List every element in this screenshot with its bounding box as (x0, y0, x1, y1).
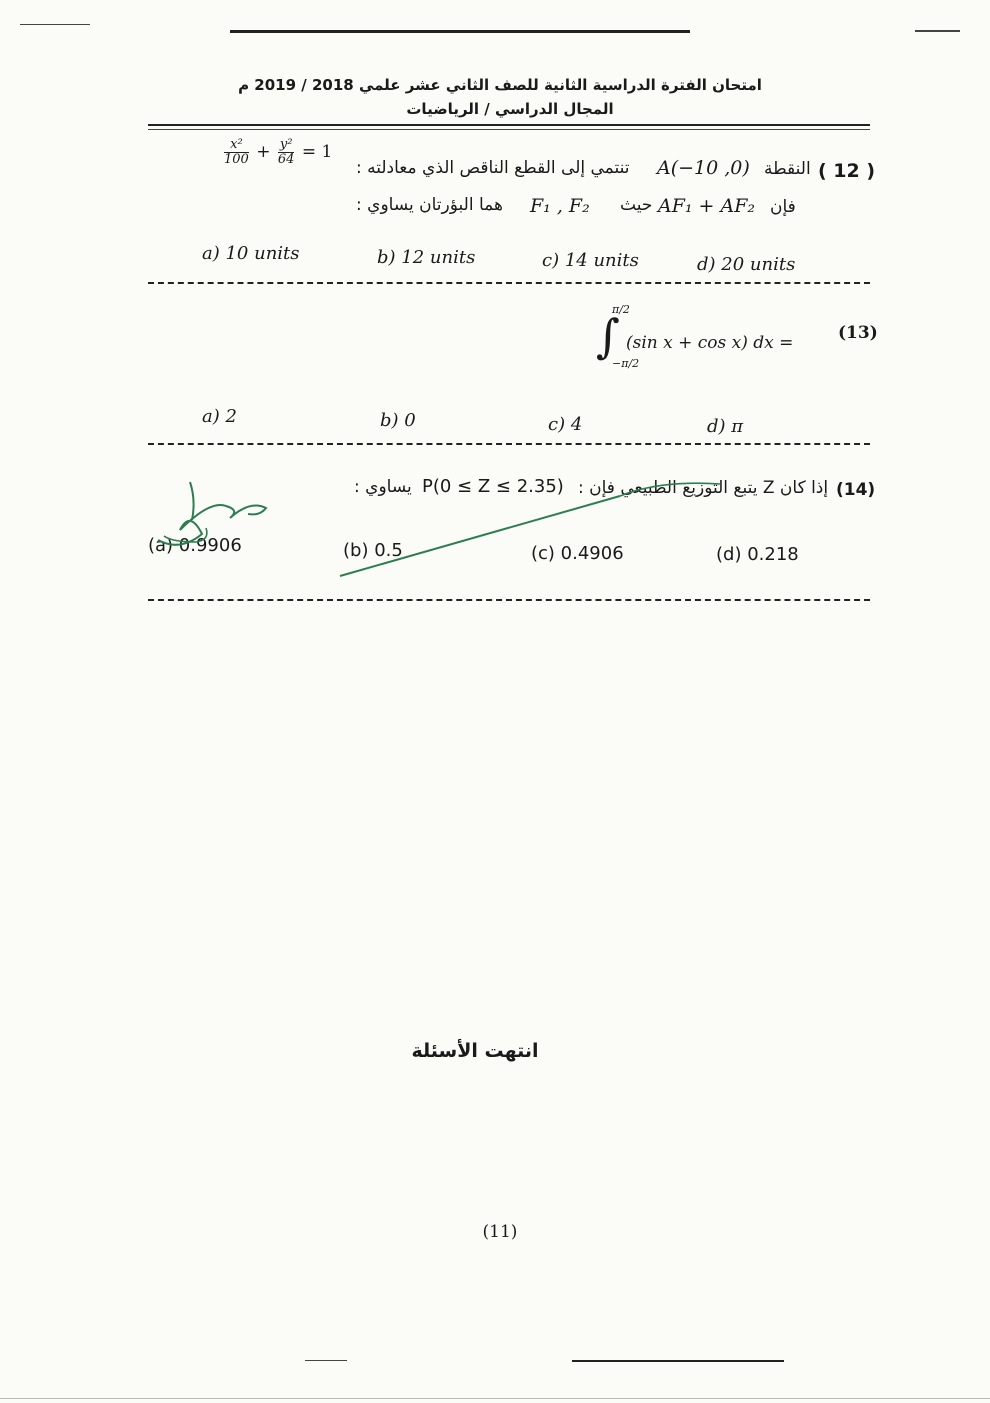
divider-q14 (148, 599, 870, 601)
exam-title: امتحان الفترة الدراسية الثانية للصف الثاني عشر علمي 2018 / 2019 م (238, 76, 762, 94)
page-number: (11) (482, 1222, 518, 1242)
divider-q12 (148, 282, 870, 284)
q13-option-d: d) π (707, 416, 744, 437)
q12-text-point: النقطة (764, 159, 811, 179)
top-rule-right (915, 30, 960, 32)
q12-option-b: b) 12 units (377, 247, 476, 268)
q12-number: ( 12 ) (818, 160, 876, 182)
q13-number: (13) (838, 323, 878, 343)
bottom-rule-right (572, 1360, 784, 1362)
q14-text: إذا كان Z يتبع التوزيع الطبيعي فإن : (578, 478, 829, 498)
q14-option-c: (c) 0.4906 (531, 543, 624, 564)
q12-text-1: تنتمي إلى القطع الناقص الذي معادلته : (356, 158, 630, 178)
q12-text-mid: حيث (620, 195, 653, 215)
q14-option-d: (d) 0.218 (716, 544, 799, 565)
top-rule-center (230, 30, 690, 33)
bottom-rule-left (305, 1360, 347, 1361)
q14-option-a: (a) 0.9906 (148, 535, 242, 556)
handwritten-annotation (140, 470, 780, 590)
q12-equation: $\frac{\text{x²}}{100}$ + $\frac{\text{y²}}{64}$ = 1 (224, 137, 333, 167)
integral-upper-limit: π/2 (612, 303, 630, 316)
bottom-edge-rule (0, 1398, 990, 1399)
header-divider-2 (148, 129, 870, 130)
q14-option-b: (b) 0.5 (343, 540, 403, 561)
top-rule-left (20, 24, 90, 25)
q12-option-d: d) 20 units (697, 254, 796, 275)
end-of-questions: انتهت الأسئلة (411, 1040, 539, 1062)
q12-text-end: هما البؤرتان يساوي : (356, 195, 503, 215)
q12-sum: AF₁ + AF₂ (658, 195, 756, 217)
integral-sign: ∫ (596, 309, 620, 363)
header-divider-1 (148, 124, 870, 126)
q13-option-b: b) 0 (380, 410, 416, 431)
q14-text-end: يساوي : (354, 477, 412, 497)
q12-option-a: a) 10 units (202, 243, 300, 264)
q13-integral (596, 303, 826, 383)
divider-q13 (148, 443, 870, 445)
q13-option-c: c) 4 (548, 414, 583, 435)
integral-lower-limit: −π/2 (612, 357, 640, 370)
q14-number: (14) (836, 480, 876, 500)
q12-option-c: c) 14 units (542, 250, 639, 271)
integrand: (sin x + cos x) dx = (626, 333, 794, 353)
subject-line: المجال الدراسي / الرياضيات (406, 100, 614, 118)
q12-foci: F₁ , F₂ (530, 195, 590, 217)
q12-point: A(−10 ,0) (657, 157, 750, 179)
q13-option-a: a) 2 (202, 406, 237, 427)
q14-probability: P(0 ≤ Z ≤ 2.35) (422, 476, 564, 497)
q12-text-start: فإن (770, 197, 796, 217)
